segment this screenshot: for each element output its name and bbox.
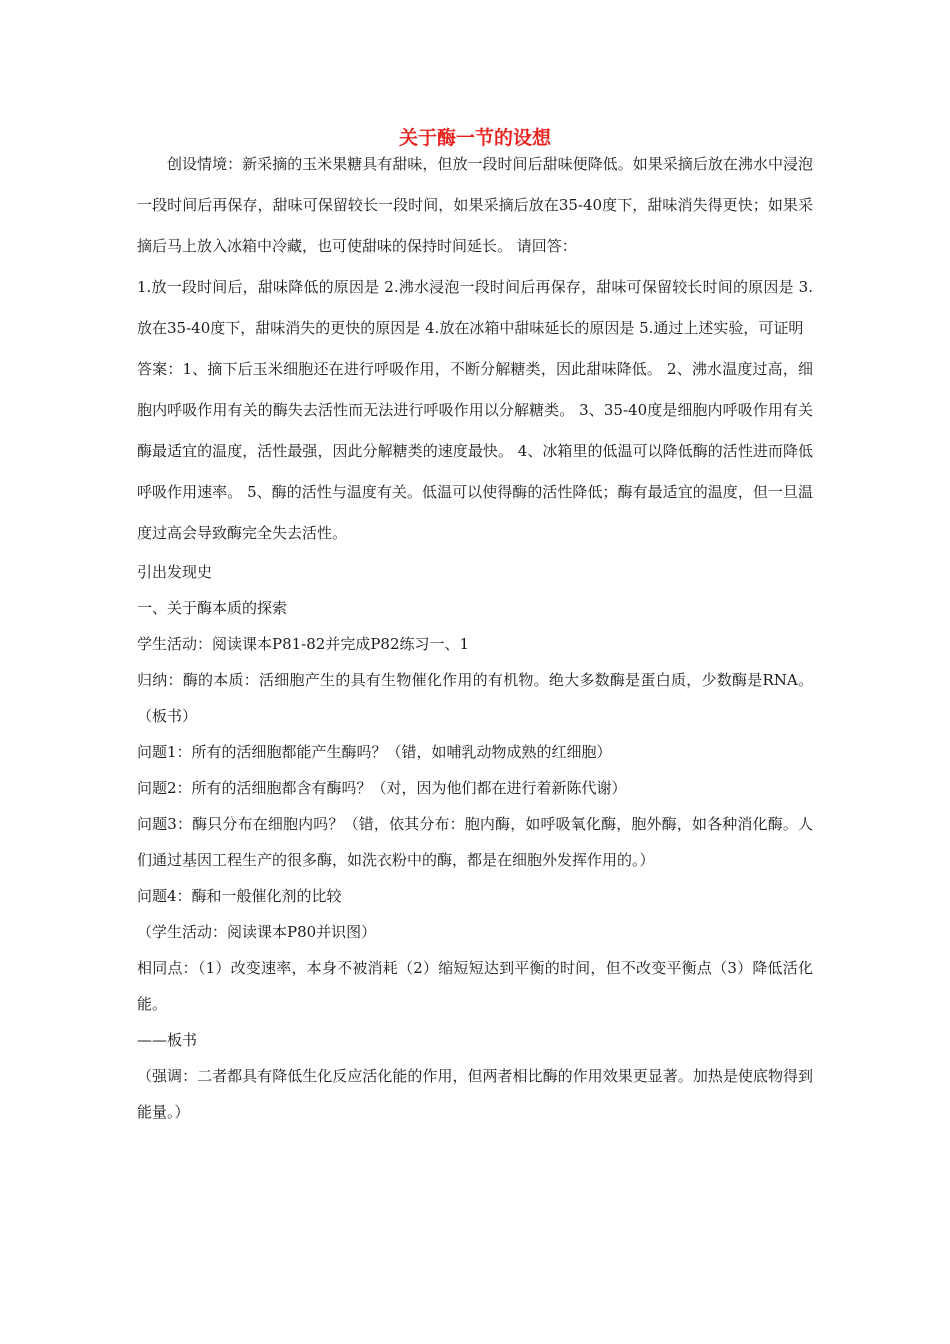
board-note: ——板书 <box>137 1031 198 1049</box>
questions-paragraph: 1.放一段时间后，甜味降低的原因是 2.沸水浸泡一段时间后再保存，甜味可保留较长时间的原因是 3.放在35-40度下，甜味消失的更快的原因是 4.放在冰箱中甜味延长的原因是 5.通过上述实验，可证明 <box>137 278 813 337</box>
similarities-paragraph: 相同点：（1）改变速率，本身不被消耗（2）缩短短达到平衡的时间，但不改变平衡点（3）降低活化能。 <box>137 959 813 1013</box>
summary-paragraph: 归纳：酶的本质：活细胞产生的具有生物催化作用的有机物。绝大多数酶是蛋白质，少数酶是RNA。（板书） <box>137 671 813 725</box>
question-4: 问题4：酶和一般催化剂的比较 <box>137 887 342 905</box>
intro-paragraph: 创设情境：新采摘的玉米果糖具有甜味，但放一段时间后甜味便降低。如果采摘后放在沸水中浸泡一段时间后再保存，甜味可保留较长一段时间，如果采摘后放在35-40度下，甜味消失得更快；如果采摘后马上放入冰箱中冷藏，也可使甜味的保持时间延长。 请回答： <box>137 155 813 255</box>
activity-line: 学生活动：阅读课本P81-82并完成P82练习一、1 <box>137 635 470 653</box>
question-3: 问题3：酶只分布在细胞内吗？（错，依其分布：胞内酶，如呼吸氧化酶，胞外酶，如各种消化酶。人们通过基因工程生产的很多酶，如洗衣粉中的酶，都是在细胞外发挥作用的。） <box>137 815 813 869</box>
document-title: 关于酶一节的设想 <box>398 127 551 149</box>
section-heading: 一、关于酶本质的探索 <box>137 599 288 617</box>
answer-paragraph: 答案：1、摘下后玉米细胞还在进行呼吸作用，不断分解糖类，因此甜味降低。 2、沸水温度过高，细胞内呼吸作用有关的酶失去活性而无法进行呼吸作用以分解糖类。 3、35-40度是细胞内呼吸作用有关酶最适宜的温度，活性最强，因此分解糖类的速度最快。 4、冰箱里的低温可以降低酶的活性进而降低呼吸作用速率。 5、酶的活性与温度有关。低温可以使得酶的活性降低；酶有最适宜的温度，但一旦温度过高会导致酶完全失去活性。 <box>137 360 813 542</box>
emphasis-paragraph: （强调：二者都具有降低生化反应活化能的作用，但两者相比酶的作用效果更显著。加热是使底物得到能量。） <box>137 1067 813 1121</box>
question-1: 问题1：所有的活细胞都能产生酶吗？（错，如哺乳动物成熟的红细胞） <box>137 743 612 761</box>
activity-line-2: （学生活动：阅读课本P80并识图） <box>137 923 377 941</box>
history-line: 引出发现史 <box>137 563 213 581</box>
question-2: 问题2：所有的活细胞都含有酶吗？（对，因为他们都在进行着新陈代谢） <box>137 779 627 797</box>
document-content <box>137 124 813 1130</box>
